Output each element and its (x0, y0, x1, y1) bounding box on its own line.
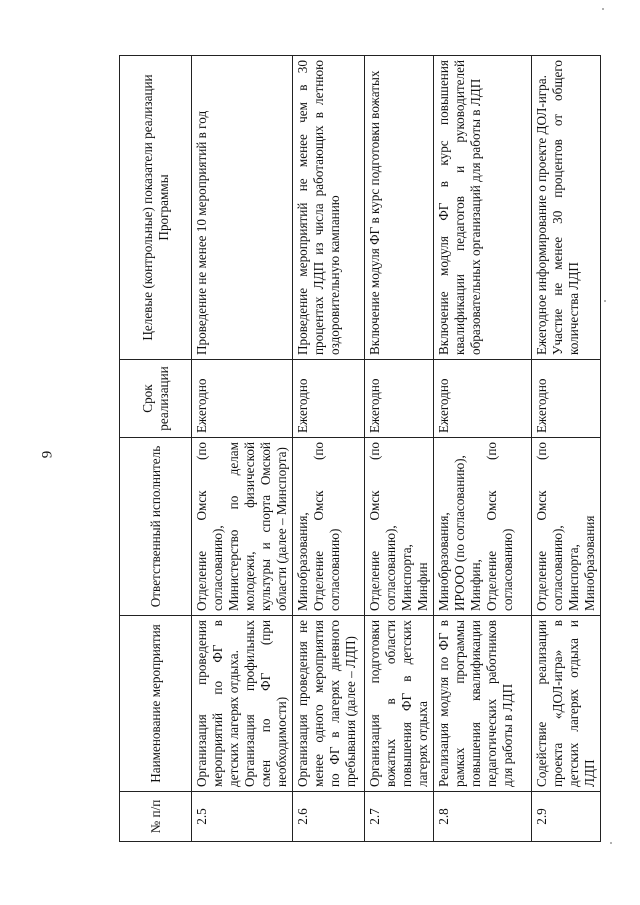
page-number: 9 (39, 450, 56, 459)
row-executor (192, 438, 293, 616)
row-indicator (192, 56, 293, 360)
indicator-line: Участие не менее 30 процентов от общего количества ЛДП (550, 60, 581, 355)
table-row (192, 56, 293, 842)
scan-speck (604, 300, 606, 302)
activity-line: Организация проведения мероприятий по ФГ в детских лагерях отдыха. (194, 620, 241, 787)
executor-line: Минобразования, (436, 512, 451, 611)
activity-line: Организация проведения не менее одного мероприятия по ФГ в лагерях дневного пребывания (далее – ЛДП) (295, 620, 358, 787)
program-activities-table (119, 55, 601, 842)
scan-speck (610, 842, 612, 844)
rotated-table-container (119, 56, 597, 842)
row-activity-name (192, 616, 293, 792)
row-num: 2.5 (192, 792, 293, 842)
row-activity-name (532, 616, 601, 792)
row-activity-name (293, 616, 365, 792)
indicator-line: Проведение мероприятий не менее чем в 30 процентах ЛДП из числа работающих в летнюю оздоровительную кампанию (295, 60, 342, 355)
header-num: № п/п (120, 792, 192, 842)
row-indicator (532, 56, 601, 360)
row-term: Ежегодно (532, 360, 601, 438)
executor-line: Отделение Омск (по согласованию), (534, 442, 565, 611)
row-term: Ежегодно (293, 360, 365, 438)
header-term: Срок реализации (120, 360, 192, 438)
executor-line: Отделение Омск (по согласованию) (311, 442, 342, 611)
scan-speck (602, 8, 604, 10)
table-row (365, 56, 434, 842)
row-activity-name (365, 616, 434, 792)
activity-line: Организация профильных смен по ФГ (при необходимости) (242, 620, 289, 787)
executor-line: Отделение Омск (по согласованию), (194, 442, 225, 611)
row-term: Ежегодно (365, 360, 434, 438)
header-indicators: Целевые (контрольные) показатели реализации Программы (120, 56, 192, 360)
activity-line: Организация подготовки вожатых в области повышения ФГ в детских лагерях отдыха (367, 620, 430, 787)
indicator-line: Ежегодное информирование о проекте ДОЛ-игра. (534, 75, 549, 355)
row-term: Ежегодно (434, 360, 532, 438)
executor-line: Минобразования, (295, 512, 310, 611)
executor-line: Отделение Омск (по согласованию), (367, 442, 398, 611)
header-executor: Ответственный исполнитель (120, 438, 192, 616)
indicator-line: Включение модуля ФГ в курс повышения квалификации педагогов и руководителей образовательных организаций для работы в ЛДП (436, 60, 483, 355)
table-header-row (120, 56, 192, 842)
row-num: 2.6 (293, 792, 365, 842)
executor-line: Минспорта, (399, 544, 414, 611)
row-indicator (293, 56, 365, 360)
row-indicator (434, 56, 532, 360)
row-executor (293, 438, 365, 616)
row-num: 2.7 (365, 792, 434, 842)
indicator-line: Включение модуля ФГ в курс подготовки вожатых (367, 70, 382, 355)
row-executor (532, 438, 601, 616)
indicator-line: Проведение не менее 10 мероприятий в год (194, 110, 209, 355)
executor-line: Отделение Омск (по согласованию) (484, 442, 515, 611)
executor-line: Минобразования (582, 515, 597, 611)
executor-line: Министерство по делам молодежи, физической культуры и спорта Омской области (далее – Минспорта) (226, 442, 289, 611)
table-row (434, 56, 532, 842)
table-row (293, 56, 365, 842)
header-activity-name: Наименование мероприятия (120, 616, 192, 792)
executor-line: ИРООО (по согласованию), (452, 455, 467, 611)
executor-line: Минфин (415, 562, 430, 611)
table-row (532, 56, 601, 842)
row-executor (434, 438, 532, 616)
row-indicator (365, 56, 434, 360)
executor-line: Минспорта, (566, 544, 581, 611)
activity-line: Содействие реализации проекта «ДОЛ-игра» в детских лагерях отдыха и ЛДП (534, 620, 597, 787)
row-executor (365, 438, 434, 616)
row-num: 2.8 (434, 792, 532, 842)
row-term: Ежегодно (192, 360, 293, 438)
activity-line: Реализация модуля по ФГ в рамках программы повышения квалификации педагогических работников для работы в ЛДП (436, 620, 515, 787)
row-activity-name (434, 616, 532, 792)
row-num: 2.9 (532, 792, 601, 842)
executor-line: Минфин, (468, 559, 483, 611)
